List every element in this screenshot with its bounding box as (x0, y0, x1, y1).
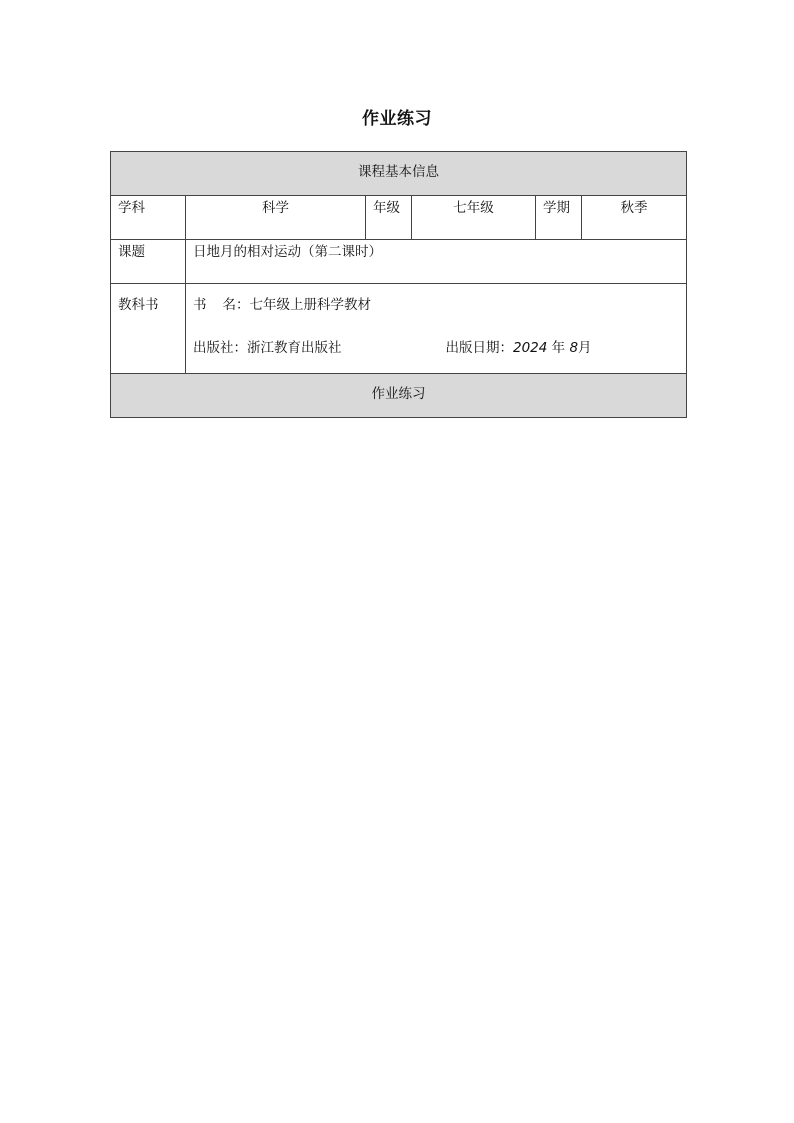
pub-date-label: 出版日期： (445, 340, 513, 356)
book-name-line (193, 293, 679, 315)
topic-value: 日地月的相对运动（第二课时） (186, 240, 687, 284)
textbook-details (186, 284, 687, 374)
month-char: 月 (578, 340, 592, 356)
term-label: 学期 (536, 196, 582, 240)
course-info-table (110, 151, 687, 418)
year-char: 年 (551, 340, 566, 356)
subject-value: 科学 (186, 196, 366, 240)
pub-month: 8 (569, 340, 579, 356)
grade-label: 年级 (366, 196, 412, 240)
pub-year: 2024 (513, 340, 548, 356)
publisher-value: 浙江教育出版社 (247, 340, 342, 356)
table-footer: 作业练习 (111, 374, 687, 418)
page-title: 作业练习 (362, 109, 432, 129)
book-name-label-2: 名： (222, 297, 250, 313)
book-name-value: 七年级上册科学教材 (249, 297, 371, 313)
topic-label: 课题 (111, 240, 186, 284)
book-name-label-1: 书 (193, 297, 207, 313)
publisher-label: 出版社： (193, 340, 247, 356)
term-value: 秋季 (582, 196, 687, 240)
table-header: 课程基本信息 (111, 152, 687, 196)
publisher-line (193, 336, 679, 358)
textbook-label: 教科书 (111, 284, 186, 374)
grade-value: 七年级 (412, 196, 536, 240)
subject-label: 学科 (111, 196, 186, 240)
